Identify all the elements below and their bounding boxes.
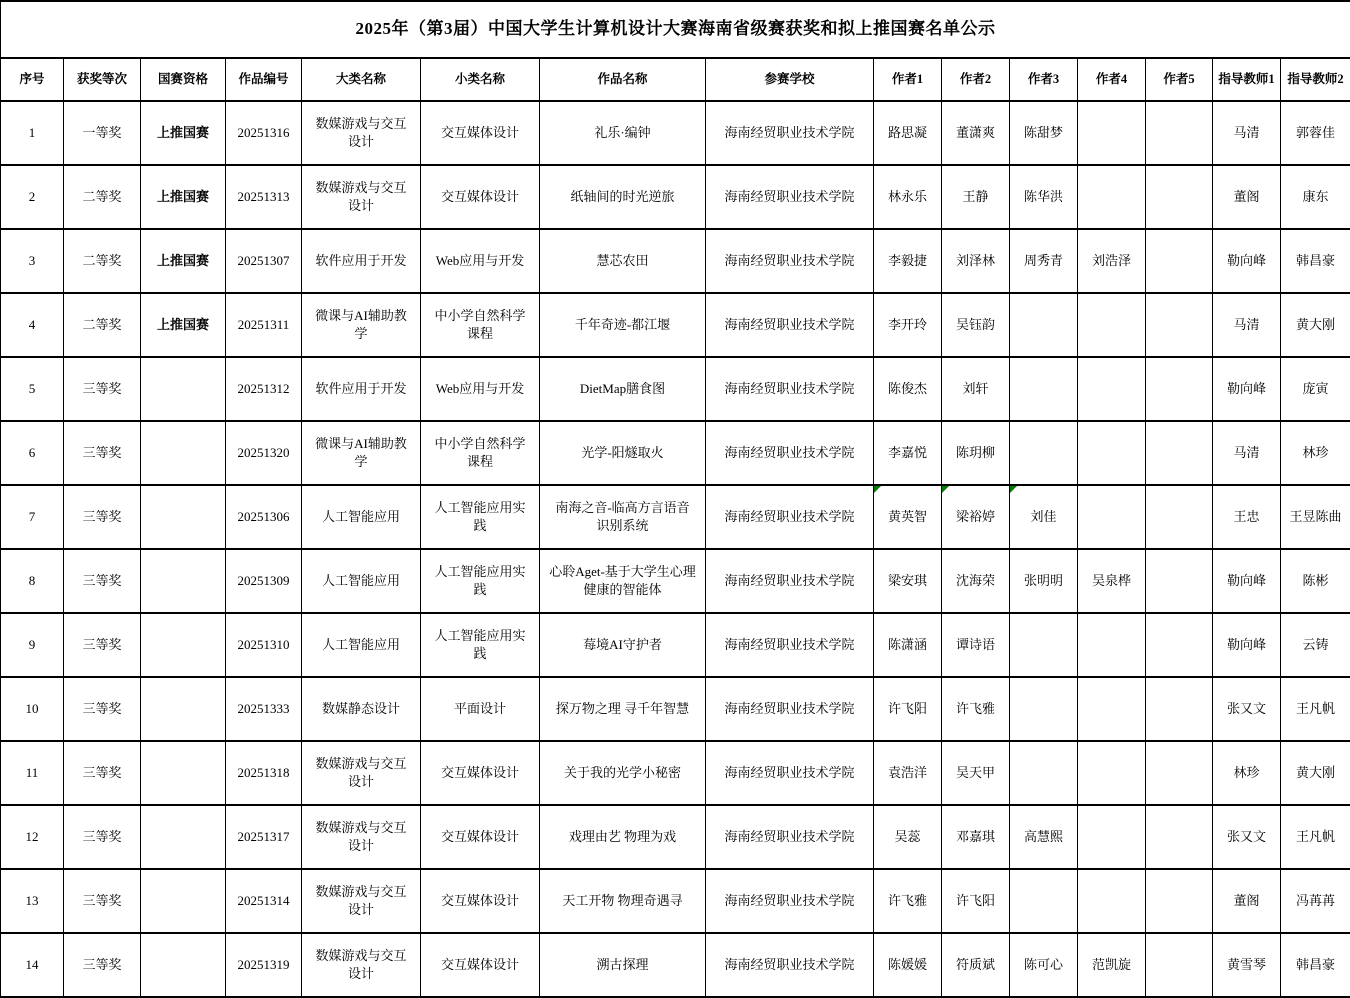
cell	[141, 933, 226, 997]
cell	[141, 677, 226, 741]
column-header-5: 小类名称	[421, 58, 540, 101]
table-row	[1, 101, 1350, 165]
cell: 海南经贸职业技术学院	[706, 933, 874, 997]
cell: 探万物之理 寻千年智慧	[540, 677, 706, 741]
cell: 海南经贸职业技术学院	[706, 869, 874, 933]
cell: 邓嘉琪	[942, 805, 1010, 869]
cell: 软件应用于开发	[302, 229, 421, 293]
cell	[1146, 101, 1213, 165]
table-header-row	[1, 58, 1350, 101]
cell	[1010, 357, 1078, 421]
cell: 光学-阳燧取火	[540, 421, 706, 485]
cell: 许飞阳	[874, 677, 942, 741]
cell: 上推国赛	[141, 165, 226, 229]
cell	[1078, 741, 1146, 805]
cell: 刘轩	[942, 357, 1010, 421]
cell: 软件应用于开发	[302, 357, 421, 421]
cell: 三等奖	[64, 613, 141, 677]
cell: 符质斌	[942, 933, 1010, 997]
cell	[141, 485, 226, 549]
cell: 13	[1, 869, 64, 933]
cell: 20251312	[226, 357, 302, 421]
cell: 黄大刚	[1281, 293, 1350, 357]
cell: 人工智能应用实践	[421, 549, 540, 613]
cell: 20251320	[226, 421, 302, 485]
cell: 许飞阳	[942, 869, 1010, 933]
cell: 刘佳	[1010, 485, 1078, 549]
cell: 平面设计	[421, 677, 540, 741]
title-row	[1, 1, 1350, 58]
cell	[1078, 165, 1146, 229]
cell: 海南经贸职业技术学院	[706, 613, 874, 677]
table-row	[1, 165, 1350, 229]
cell: 李嘉悦	[874, 421, 942, 485]
cell: 20251313	[226, 165, 302, 229]
cell: 20251309	[226, 549, 302, 613]
cell	[1078, 357, 1146, 421]
table-row	[1, 677, 1350, 741]
column-header-12: 作者5	[1146, 58, 1213, 101]
cell: 微课与AI辅助教学	[302, 421, 421, 485]
cell: 三等奖	[64, 933, 141, 997]
cell: 戏理由艺 物理为戏	[540, 805, 706, 869]
cell	[141, 549, 226, 613]
table-row	[1, 357, 1350, 421]
cell: 二等奖	[64, 165, 141, 229]
cell: 勒向峰	[1213, 229, 1281, 293]
table-row	[1, 485, 1350, 549]
cell: 交互媒体设计	[421, 933, 540, 997]
cell: 陈潇涵	[874, 613, 942, 677]
cell	[1078, 677, 1146, 741]
cell: 三等奖	[64, 869, 141, 933]
cell: 高慧熙	[1010, 805, 1078, 869]
table-row	[1, 613, 1350, 677]
cell	[1010, 869, 1078, 933]
cell: 6	[1, 421, 64, 485]
cell: 王凡帆	[1281, 677, 1350, 741]
cell: 陈彬	[1281, 549, 1350, 613]
cell	[141, 421, 226, 485]
cell: 数媒游戏与交互设计	[302, 741, 421, 805]
cell	[1146, 805, 1213, 869]
column-header-10: 作者3	[1010, 58, 1078, 101]
cell: 三等奖	[64, 421, 141, 485]
cell: 董阁	[1213, 869, 1281, 933]
column-header-14: 指导教师2	[1281, 58, 1350, 101]
cell: 11	[1, 741, 64, 805]
cell	[1010, 741, 1078, 805]
cell: 9	[1, 613, 64, 677]
table-row	[1, 933, 1350, 997]
cell: 王昱陈曲	[1281, 485, 1350, 549]
cell: 海南经贸职业技术学院	[706, 165, 874, 229]
cell	[1146, 869, 1213, 933]
cell: 庞寅	[1281, 357, 1350, 421]
cell: 中小学自然科学课程	[421, 421, 540, 485]
cell: 三等奖	[64, 357, 141, 421]
column-header-3: 作品编号	[226, 58, 302, 101]
cell: 海南经贸职业技术学院	[706, 101, 874, 165]
column-header-4: 大类名称	[302, 58, 421, 101]
cell: 纸轴间的时光逆旅	[540, 165, 706, 229]
cell: 董潇爽	[942, 101, 1010, 165]
cell: 20251314	[226, 869, 302, 933]
cell: 数媒静态设计	[302, 677, 421, 741]
cell	[1146, 485, 1213, 549]
cell: 12	[1, 805, 64, 869]
cell: 交互媒体设计	[421, 165, 540, 229]
cell: 数媒游戏与交互设计	[302, 165, 421, 229]
table-row	[1, 229, 1350, 293]
cell: 8	[1, 549, 64, 613]
cell: 海南经贸职业技术学院	[706, 805, 874, 869]
cell: 2	[1, 165, 64, 229]
cell: 上推国赛	[141, 101, 226, 165]
cell: 20251310	[226, 613, 302, 677]
cell: 范凯旋	[1078, 933, 1146, 997]
cell: 吴天甲	[942, 741, 1010, 805]
cell: 10	[1, 677, 64, 741]
cell: 海南经贸职业技术学院	[706, 421, 874, 485]
cell: 人工智能应用实践	[421, 613, 540, 677]
cell: 海南经贸职业技术学院	[706, 549, 874, 613]
cell: 微课与AI辅助教学	[302, 293, 421, 357]
cell: 冯苒苒	[1281, 869, 1350, 933]
cell	[1146, 293, 1213, 357]
cell	[141, 741, 226, 805]
cell	[1146, 613, 1213, 677]
cell: 马清	[1213, 421, 1281, 485]
cell	[1078, 613, 1146, 677]
cell: 20251319	[226, 933, 302, 997]
cell: 周秀青	[1010, 229, 1078, 293]
cell: 林珍	[1281, 421, 1350, 485]
cell: 一等奖	[64, 101, 141, 165]
cell: 交互媒体设计	[421, 101, 540, 165]
cell: 莓境AI守护者	[540, 613, 706, 677]
cell: 数媒游戏与交互设计	[302, 805, 421, 869]
cell: 3	[1, 229, 64, 293]
cell: 溯古探理	[540, 933, 706, 997]
cell: 二等奖	[64, 293, 141, 357]
cell	[141, 613, 226, 677]
cell: 数媒游戏与交互设计	[302, 869, 421, 933]
cell: 海南经贸职业技术学院	[706, 677, 874, 741]
cell: 李开玲	[874, 293, 942, 357]
cell	[1078, 869, 1146, 933]
cell	[1146, 741, 1213, 805]
cell: 林珍	[1213, 741, 1281, 805]
cell: 马清	[1213, 101, 1281, 165]
cell	[1078, 485, 1146, 549]
cell: 王静	[942, 165, 1010, 229]
cell: 20251307	[226, 229, 302, 293]
cell: 路思凝	[874, 101, 942, 165]
cell: 勒向峰	[1213, 549, 1281, 613]
cell: 张又文	[1213, 805, 1281, 869]
cell: 郭蓉佳	[1281, 101, 1350, 165]
cell: 上推国赛	[141, 293, 226, 357]
cell	[1146, 549, 1213, 613]
table-row	[1, 741, 1350, 805]
cell: 南海之音-临高方言语音识别系统	[540, 485, 706, 549]
cell: 人工智能应用	[302, 613, 421, 677]
cell	[1146, 229, 1213, 293]
cell: 礼乐·编钟	[540, 101, 706, 165]
cell: 许飞雅	[942, 677, 1010, 741]
column-header-1: 获奖等次	[64, 58, 141, 101]
cell: 刘泽林	[942, 229, 1010, 293]
cell	[1078, 805, 1146, 869]
cell: 交互媒体设计	[421, 869, 540, 933]
cell: 数媒游戏与交互设计	[302, 101, 421, 165]
cell: 人工智能应用	[302, 485, 421, 549]
column-header-6: 作品名称	[540, 58, 706, 101]
cell: 7	[1, 485, 64, 549]
cell: Web应用与开发	[421, 357, 540, 421]
table-row	[1, 869, 1350, 933]
cell: 4	[1, 293, 64, 357]
cell: 林永乐	[874, 165, 942, 229]
table-row	[1, 549, 1350, 613]
cell: 20251333	[226, 677, 302, 741]
error-indicator-triangle-icon	[1010, 486, 1017, 493]
cell: 海南经贸职业技术学院	[706, 357, 874, 421]
page-title: 2025年（第3届）中国大学生计算机设计大赛海南省级赛获奖和拟上推国赛名单公示	[1, 1, 1350, 58]
table-row	[1, 805, 1350, 869]
cell: 陈华洪	[1010, 165, 1078, 229]
cell: 董阁	[1213, 165, 1281, 229]
cell: 天工开物 物理奇遇寻	[540, 869, 706, 933]
cell: 梁安琪	[874, 549, 942, 613]
cell: 人工智能应用实践	[421, 485, 540, 549]
cell: 吴钰韵	[942, 293, 1010, 357]
column-header-9: 作者2	[942, 58, 1010, 101]
cell: 20251311	[226, 293, 302, 357]
cell: 三等奖	[64, 805, 141, 869]
cell: 陈俊杰	[874, 357, 942, 421]
cell: 韩昌豪	[1281, 229, 1350, 293]
column-header-13: 指导教师1	[1213, 58, 1281, 101]
cell: 20251316	[226, 101, 302, 165]
cell: 勒向峰	[1213, 357, 1281, 421]
cell: 20251318	[226, 741, 302, 805]
cell: 谭诗语	[942, 613, 1010, 677]
cell: 吴泉桦	[1078, 549, 1146, 613]
cell: 黄大刚	[1281, 741, 1350, 805]
cell	[141, 869, 226, 933]
cell: 黄英智	[874, 485, 942, 549]
cell: 李毅捷	[874, 229, 942, 293]
cell: 中小学自然科学课程	[421, 293, 540, 357]
cell: 云铸	[1281, 613, 1350, 677]
cell: 陈甜梦	[1010, 101, 1078, 165]
cell: 海南经贸职业技术学院	[706, 229, 874, 293]
table-row	[1, 421, 1350, 485]
cell: 交互媒体设计	[421, 805, 540, 869]
cell: 黄雪琴	[1213, 933, 1281, 997]
cell: 人工智能应用	[302, 549, 421, 613]
cell: 王忠	[1213, 485, 1281, 549]
column-header-11: 作者4	[1078, 58, 1146, 101]
column-header-7: 参赛学校	[706, 58, 874, 101]
cell: 三等奖	[64, 485, 141, 549]
cell: DietMap膳食图	[540, 357, 706, 421]
column-header-2: 国赛资格	[141, 58, 226, 101]
cell: 陈可心	[1010, 933, 1078, 997]
cell: 陈媛媛	[874, 933, 942, 997]
cell: 1	[1, 101, 64, 165]
cell	[1146, 933, 1213, 997]
cell: 海南经贸职业技术学院	[706, 741, 874, 805]
cell	[1010, 677, 1078, 741]
cell	[1078, 421, 1146, 485]
cell: 心聆Aget-基于大学生心理健康的智能体	[540, 549, 706, 613]
cell	[1146, 677, 1213, 741]
cell	[141, 805, 226, 869]
cell: 陈玥柳	[942, 421, 1010, 485]
column-header-8: 作者1	[874, 58, 942, 101]
cell	[1010, 293, 1078, 357]
cell: 勒向峰	[1213, 613, 1281, 677]
cell: 王凡帆	[1281, 805, 1350, 869]
cell: 20251306	[226, 485, 302, 549]
cell	[1078, 293, 1146, 357]
cell: 千年奇迹-都江堰	[540, 293, 706, 357]
cell: 三等奖	[64, 741, 141, 805]
cell	[141, 357, 226, 421]
cell	[1010, 421, 1078, 485]
cell	[1146, 165, 1213, 229]
cell: 20251317	[226, 805, 302, 869]
cell: 袁浩洋	[874, 741, 942, 805]
cell: 张又文	[1213, 677, 1281, 741]
error-indicator-triangle-icon	[874, 486, 881, 493]
cell: 韩昌豪	[1281, 933, 1350, 997]
cell: 海南经贸职业技术学院	[706, 485, 874, 549]
table-row	[1, 293, 1350, 357]
cell: Web应用与开发	[421, 229, 540, 293]
cell: 二等奖	[64, 229, 141, 293]
cell: 海南经贸职业技术学院	[706, 293, 874, 357]
cell: 沈海荣	[942, 549, 1010, 613]
cell	[1146, 421, 1213, 485]
cell: 许飞雅	[874, 869, 942, 933]
cell: 三等奖	[64, 677, 141, 741]
cell: 康东	[1281, 165, 1350, 229]
cell: 三等奖	[64, 549, 141, 613]
cell	[1078, 101, 1146, 165]
cell: 慧芯农田	[540, 229, 706, 293]
cell: 吴蕊	[874, 805, 942, 869]
cell: 马清	[1213, 293, 1281, 357]
cell: 上推国赛	[141, 229, 226, 293]
cell: 5	[1, 357, 64, 421]
cell: 数媒游戏与交互设计	[302, 933, 421, 997]
column-header-0: 序号	[1, 58, 64, 101]
error-indicator-triangle-icon	[942, 486, 949, 493]
cell: 梁裕婷	[942, 485, 1010, 549]
cell: 张明明	[1010, 549, 1078, 613]
cell	[1010, 613, 1078, 677]
cell: 交互媒体设计	[421, 741, 540, 805]
cell: 关于我的光学小秘密	[540, 741, 706, 805]
cell	[1146, 357, 1213, 421]
cell: 刘浩泽	[1078, 229, 1146, 293]
cell: 14	[1, 933, 64, 997]
